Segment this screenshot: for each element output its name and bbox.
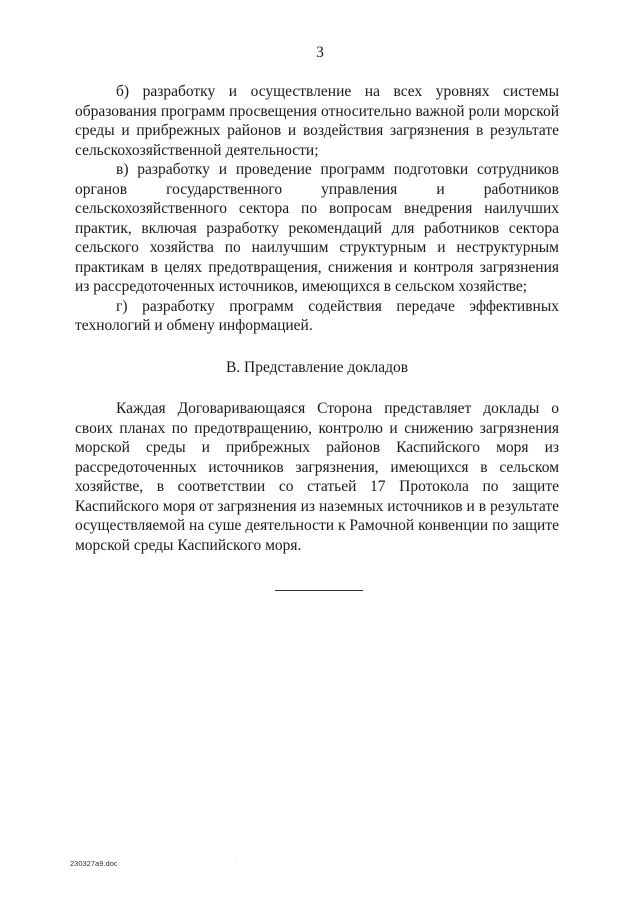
paragraph-item-v: в) разработку и проведение программ подготовки сотрудников органов государственного управления и работников сельскохозяйственного сектора по вопросам внедрения наилучших практик, включая разработку рекомендаций для работников сектора сельского хозяйства по наилучшим структурным и неструктурным практикам в целях предотвращения, снижения и контроля загрязнения из рассредоточенных источников, имеющихся в сельском хозяйстве; — [75, 161, 559, 295]
page-number: 3 — [316, 44, 324, 61]
document-body — [75, 82, 559, 555]
footer-doc-code: 230327a9.doc — [70, 859, 118, 868]
section-paragraph: Каждая Договаривающаяся Сторона представляет доклады о своих планах по предотвращению, контролю и снижению загрязнения морской среды и прибрежных районов Каспийского моря из рассредоточенных источников загрязнения, имеющихся в сельском хозяйстве, в соответствии со статьей 17 Протокола по защите Каспийского моря от загрязнения из наземных источников и в результате осуществляемой на суше деятельности к Рамочной конвенции по защите морской среды Каспийского моря. — [75, 400, 559, 554]
paragraph-item-g: г) разработку программ содействия передаче эффективных технологий и обмену информацией. — [75, 297, 559, 334]
section-heading: B. Представление докладов — [225, 358, 409, 376]
footer-scan-mark: · — [235, 858, 238, 865]
end-separator-line — [275, 590, 363, 591]
paragraph-item-b: б) разработку и осуществление на всех уровнях системы образования программ просвещения относительно важной роли морской среды и прибрежных районов и воздействия загрязнения в результате сельскохозяйственной деятельности; — [75, 83, 559, 159]
